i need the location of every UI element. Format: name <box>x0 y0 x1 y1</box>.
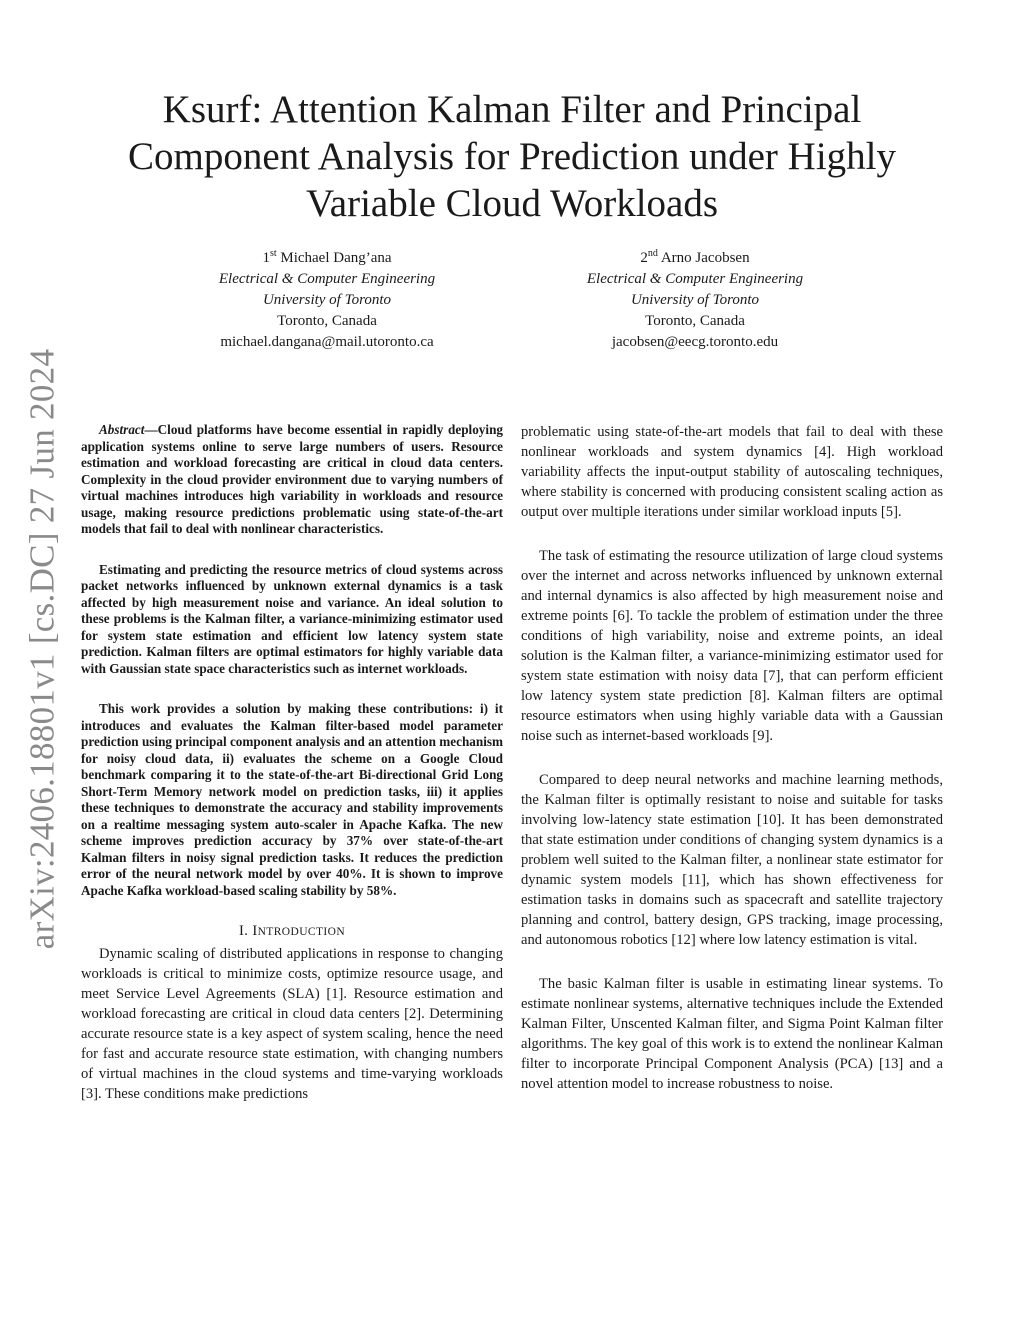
author-dept: Electrical & Computer Engineering <box>586 271 804 287</box>
author-email: michael.dangana@mail.utoronto.ca <box>220 334 434 350</box>
author-name: 2nd Arno Jacobsen <box>640 248 750 266</box>
author-block-1 <box>177 248 477 353</box>
author-block-2 <box>545 248 845 353</box>
author-dept: Electrical & Computer Engineering <box>218 271 436 287</box>
right-column <box>521 422 943 1118</box>
arxiv-stamp <box>20 348 64 950</box>
abstract <box>81 422 503 899</box>
abstract-paragraph-1: Abstract—Cloud platforms have become essential in rapidly deploying application systems online to serve large numbers of users. Resource estimation and workload forecasting are critical in cloud data centers. Complexity in the cloud provider environment due to varying numbers of virtual machines introduces high variability in workloads and resource usage, making resource predictions problematic using state-of-the-art models that fail to deal with nonlinear characteristics. <box>81 422 503 536</box>
section-heading-introduction: I. INTRODUCTION <box>238 923 346 939</box>
paper-title: Ksurf: Attention Kalman Filter and Principal Component Analysis for Prediction under Highly Variable Cloud Workloads <box>127 88 896 225</box>
arxiv-id: arXiv:2406.18801v1 [cs.DC] 27 Jun 2024 <box>22 348 61 950</box>
author-location: Toronto, Canada <box>277 313 377 329</box>
left-column <box>81 422 503 1128</box>
abstract-paragraph-2: Estimating and predicting the resource metrics of cloud systems across packet networks influenced by unknown external dynamics is a task affected by high measurement noise and variance. An ideal solution to these problems is the Kalman filter, a variance-minimizing estimator used for system state estimation and efficient low latency system state prediction. Kalman filters are optimal estimators for highly variable data with Gaussian state space characteristics such as internet workloads. <box>81 561 503 676</box>
intro-paragraph-2: The task of estimating the resource utilization of large cloud systems over the internet and across networks influenced by unknown external and internal dynamics is also affected by high measurement noise and extreme points [6]. To tackle the problem of estimation under the three conditions of high variability, noise and extreme points, an ideal solution is the Kalman filter, a variance-minimizing estimator used for system state estimation with noisy data [7], that can perform efficient low latency system state prediction [8]. Kalman filters are optimal resource estimators when using highly variable data with a Gaussian noise such as internet-based workloads [9]. <box>521 548 943 744</box>
intro-paragraph-1: Dynamic scaling of distributed applications in response to changing workloads is critical to minimize costs, optimize resource usage, and meet Service Level Agreements (SLA) [1]. Resource estimation and workload forecasting are critical in cloud data centers [2]. Determining accurate resource state is a key aspect of system scaling, hence the need for fast and accurate resource state estimation, with changing numbers of virtual machines in the cloud systems and time-varying workloads [3]. These conditions make predictions <box>81 946 503 1102</box>
author-university: University of Toronto <box>630 292 760 308</box>
abstract-paragraph-3: This work provides a solution by making these contributions: i) it introduces and evaluates the Kalman filter-based model parameter prediction using principal component analysis and an attention mechanism for noisy cloud data, ii) evaluates the scheme on a Google Cloud benchmark comparing it to the state-of-the-art Bi-directional Grid Long Short-Term Memory network model on prediction tasks, iii) it applies these techniques to demonstrate the accuracy and stability improvements on a realtime messaging system auto-scaler in Apache Kafka. The new scheme improves prediction accuracy by 37% over state-of-the-art Kalman filters in noisy signal prediction tasks. It reduces the prediction error of the neural network model by over 40%. It is shown to improve Apache Kafka workload-based scaling stability by 58%. <box>81 701 503 898</box>
author-university: University of Toronto <box>262 292 392 308</box>
intro-paragraph-4: The basic Kalman filter is usable in estimating linear systems. To estimate nonlinear systems, alternative techniques include the Extended Kalman Filter, Unscented Kalman filter, and Sigma Point Kalman filter algorithms. The key goal of this work is to extend the nonlinear Kalman filter to incorporate Principal Component Analysis (PCA) [13] and a novel attention model to increase robustness to noise. <box>521 976 943 1092</box>
author-name: 1st Michael Dang’ana <box>262 248 392 266</box>
intro-paragraph-continued: problematic using state-of-the-art models that fail to deal with these nonlinear workloads and system dynamics [4]. High workload variability affects the input-output stability of autoscaling techniques, where stability is concerned with producing consistent scaling action as output over multiple iterations under similar workload inputs [5]. <box>521 424 943 520</box>
author-email: jacobsen@eecg.toronto.edu <box>611 334 779 350</box>
intro-paragraph-3: Compared to deep neural networks and machine learning methods, the Kalman filter is optimally resistant to noise and suitable for tasks involving low-latency state estimation [10]. It has been demonstrated that state estimation under conditions of changing system dynamics is a problem well suited to the Kalman filter, a nonlinear state estimator for dynamic system models [11], which has shown effectiveness for estimation tasks in domains such as spacecraft and satellite trajectory planning and control, battery design, GPS tracking, image processing, and autonomous robotics [12] where low latency estimation is vital. <box>521 772 943 948</box>
author-location: Toronto, Canada <box>645 313 745 329</box>
abstract-label: Abstract <box>99 422 145 437</box>
